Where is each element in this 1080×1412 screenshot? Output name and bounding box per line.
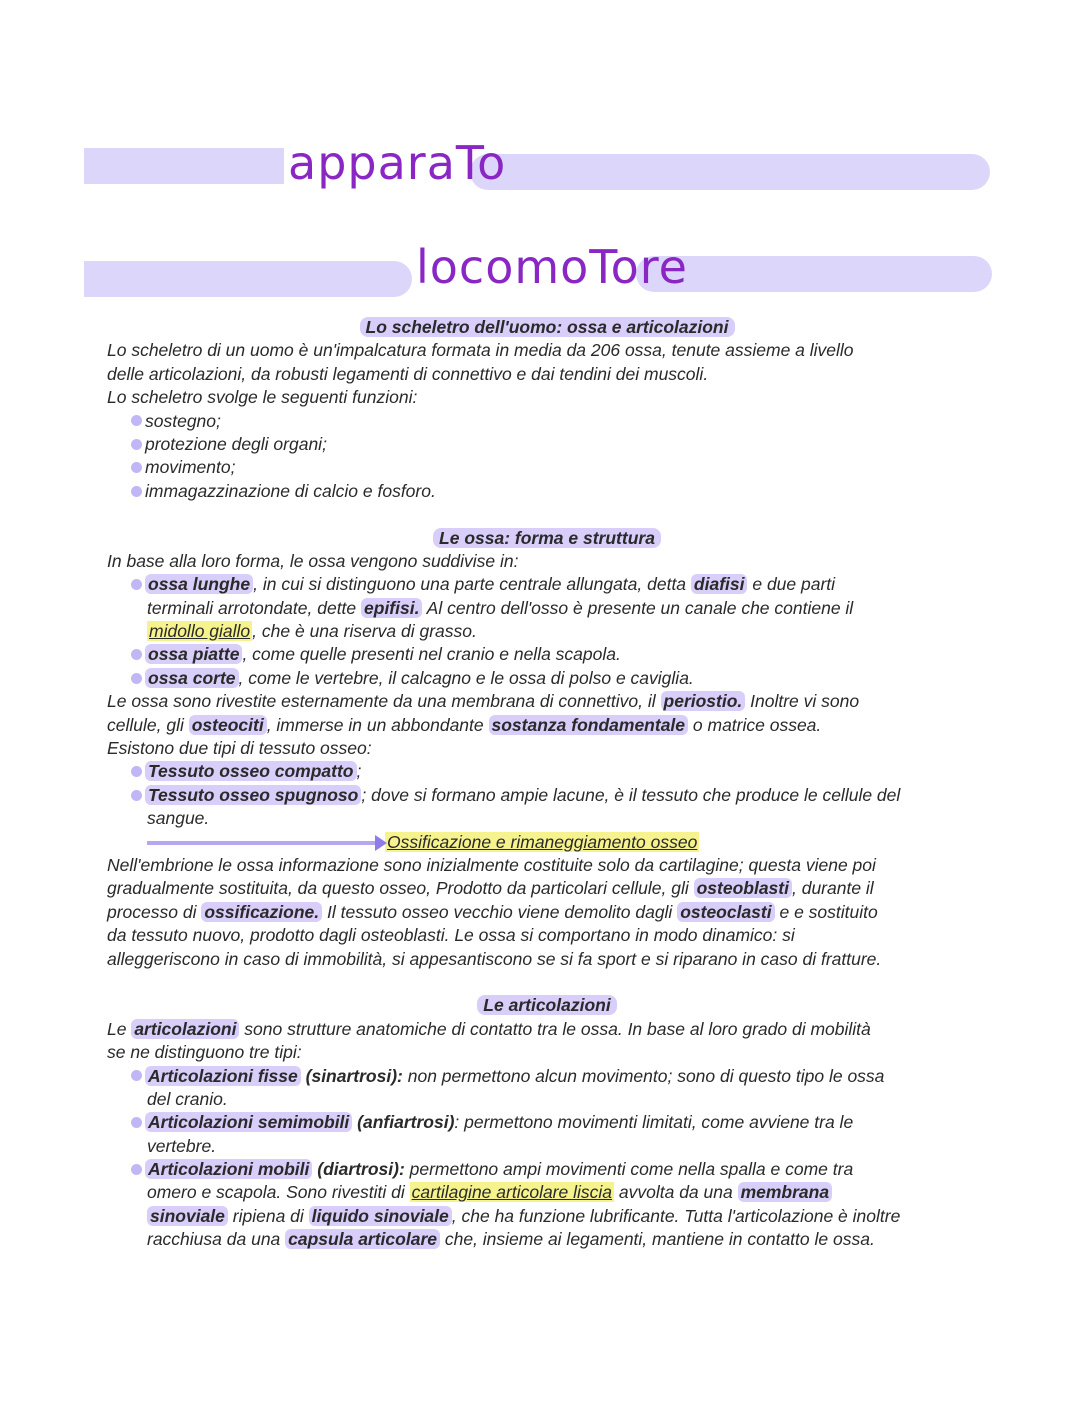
subheading-ossificazione: Ossificazione e rimaneggiamento osseo xyxy=(107,831,987,854)
list-item-continuation: sinoviale ripiena di liquido sinoviale , che ha funzione lubrificante. Tutta l'articolazione è inoltre xyxy=(107,1205,987,1228)
document-body xyxy=(107,316,987,1252)
bullet-icon xyxy=(131,439,142,450)
bullet-icon xyxy=(131,790,142,801)
list-item: movimento; xyxy=(107,456,987,479)
title-bar-left-2 xyxy=(84,261,412,297)
title-bar-left-1 xyxy=(84,148,284,184)
list-item: protezione degli organi; xyxy=(107,433,987,456)
section-heading-scheletro: Lo scheletro dell'uomo: ossa e articolazioni xyxy=(107,316,987,339)
title-bar-right-1 xyxy=(470,154,990,190)
bullet-icon xyxy=(131,649,142,660)
bullet-icon xyxy=(131,1117,142,1128)
paragraph-line: delle articolazioni, da robusti legamenti di connettivo e dai tendini dei muscoli. xyxy=(107,363,709,384)
paragraph-line: Le ossa sono rivestite esternamente da una membrana di connettivo, il periostio. Inoltre vi sono xyxy=(107,691,860,712)
paragraph-line: alleggeriscono in caso di immobilità, si appesantiscono se si fa sport e si riparano in caso di fratture. xyxy=(107,948,882,969)
paragraph-line: Nell'embrione le ossa informazione sono inizialmente costituite solo da cartilagine; questa viene poi xyxy=(107,854,876,875)
paragraph-line: Esistono due tipi di tessuto osseo: xyxy=(107,738,372,759)
list-item-continuation: sangue. xyxy=(147,808,210,829)
bullet-icon xyxy=(131,415,142,426)
bullet-icon xyxy=(131,1164,142,1175)
list-item-continuation: del cranio. xyxy=(147,1088,228,1109)
paragraph-line: da tessuto nuovo, prodotto dagli osteoblasti. Le ossa si comportano in modo dinamico: si xyxy=(107,925,795,946)
paragraph-line: processo di ossificazione. Il tessuto osseo vecchio viene demolito dagli osteoclasti e e sostituito xyxy=(107,901,878,922)
paragraph-line: In base alla loro forma, le ossa vengono suddivise in: xyxy=(107,550,519,571)
list-item-continuation: terminali arrotondate, dette epifisi. Al centro dell'osso è presente un canale che contiene il xyxy=(147,597,854,618)
title-bar-right-2 xyxy=(636,256,992,292)
list-item: ossa lunghe , in cui si distinguono una parte centrale allungata, detta diafisi e due parti xyxy=(107,573,987,596)
paragraph-line: gradualmente sostituita, da questo osseo, Prodotto da particolari cellule, gli osteoblasti , durante il xyxy=(107,878,874,899)
list-item-continuation: racchiusa da una capsula articolare che, insieme ai legamenti, mantiene in contatto le ossa. xyxy=(147,1229,875,1250)
list-item: ossa corte , come le vertebre, il calcagno e le ossa di polso e caviglia. xyxy=(107,667,987,690)
list-item: sostegno; xyxy=(107,410,987,433)
paragraph-line: Lo scheletro di un uomo è un'impalcatura formata in media da 206 ossa, tenute assieme a livello xyxy=(107,340,854,361)
paragraph-line: cellule, gli osteociti , immerse in un abbondante sostanza fondamentale o matrice ossea. xyxy=(107,714,822,735)
bullet-icon xyxy=(131,462,142,473)
list-item: Tessuto osseo compatto ; xyxy=(107,760,987,783)
title-word-apparato: apparaTo xyxy=(288,136,507,190)
list-item-continuation: omero e scapola. Sono rivestiti di cartilagine articolare liscia avvolta da una membrana xyxy=(107,1181,987,1204)
bullet-icon xyxy=(131,486,142,497)
paragraph-line: Le articolazioni sono strutture anatomiche di contatto tra le ossa. In base al loro grado di mobilità xyxy=(107,1018,871,1039)
section-heading-ossa: Le ossa: forma e struttura xyxy=(107,527,987,550)
paragraph-line: Lo scheletro svolge le seguenti funzioni: xyxy=(107,387,418,408)
paragraph-line: se ne distinguono tre tipi: xyxy=(107,1042,302,1063)
arrow-right-icon xyxy=(147,841,377,845)
list-item-continuation: midollo giallo , che è una riserva di grasso. xyxy=(149,621,477,642)
bullet-icon xyxy=(131,579,142,590)
list-item: ossa piatte , come quelle presenti nel cranio e nella scapola. xyxy=(107,643,987,666)
list-item: Tessuto osseo spugnoso ; dove si formano ampie lacune, è il tessuto che produce le cellule del xyxy=(107,784,987,807)
title-word-locomotore: locomoTore xyxy=(416,240,688,294)
list-item: Articolazioni semimobili (anfiartrosi): permettono movimenti limitati, come avviene tra le xyxy=(107,1111,987,1134)
list-item: Articolazioni fisse (sinartrosi): non permettono alcun movimento; sono di questo tipo le ossa xyxy=(107,1065,987,1088)
bullet-icon xyxy=(131,1070,142,1081)
bullet-icon xyxy=(131,673,142,684)
section-heading-articolazioni: Le articolazioni xyxy=(107,994,987,1017)
list-item-continuation: vertebre. xyxy=(147,1135,217,1156)
list-item: immagazzinazione di calcio e fosforo. xyxy=(107,480,987,503)
list-item: Articolazioni mobili (diartrosi): permettono ampi movimenti come nella spalla e come tra xyxy=(107,1158,987,1181)
bullet-icon xyxy=(131,766,142,777)
